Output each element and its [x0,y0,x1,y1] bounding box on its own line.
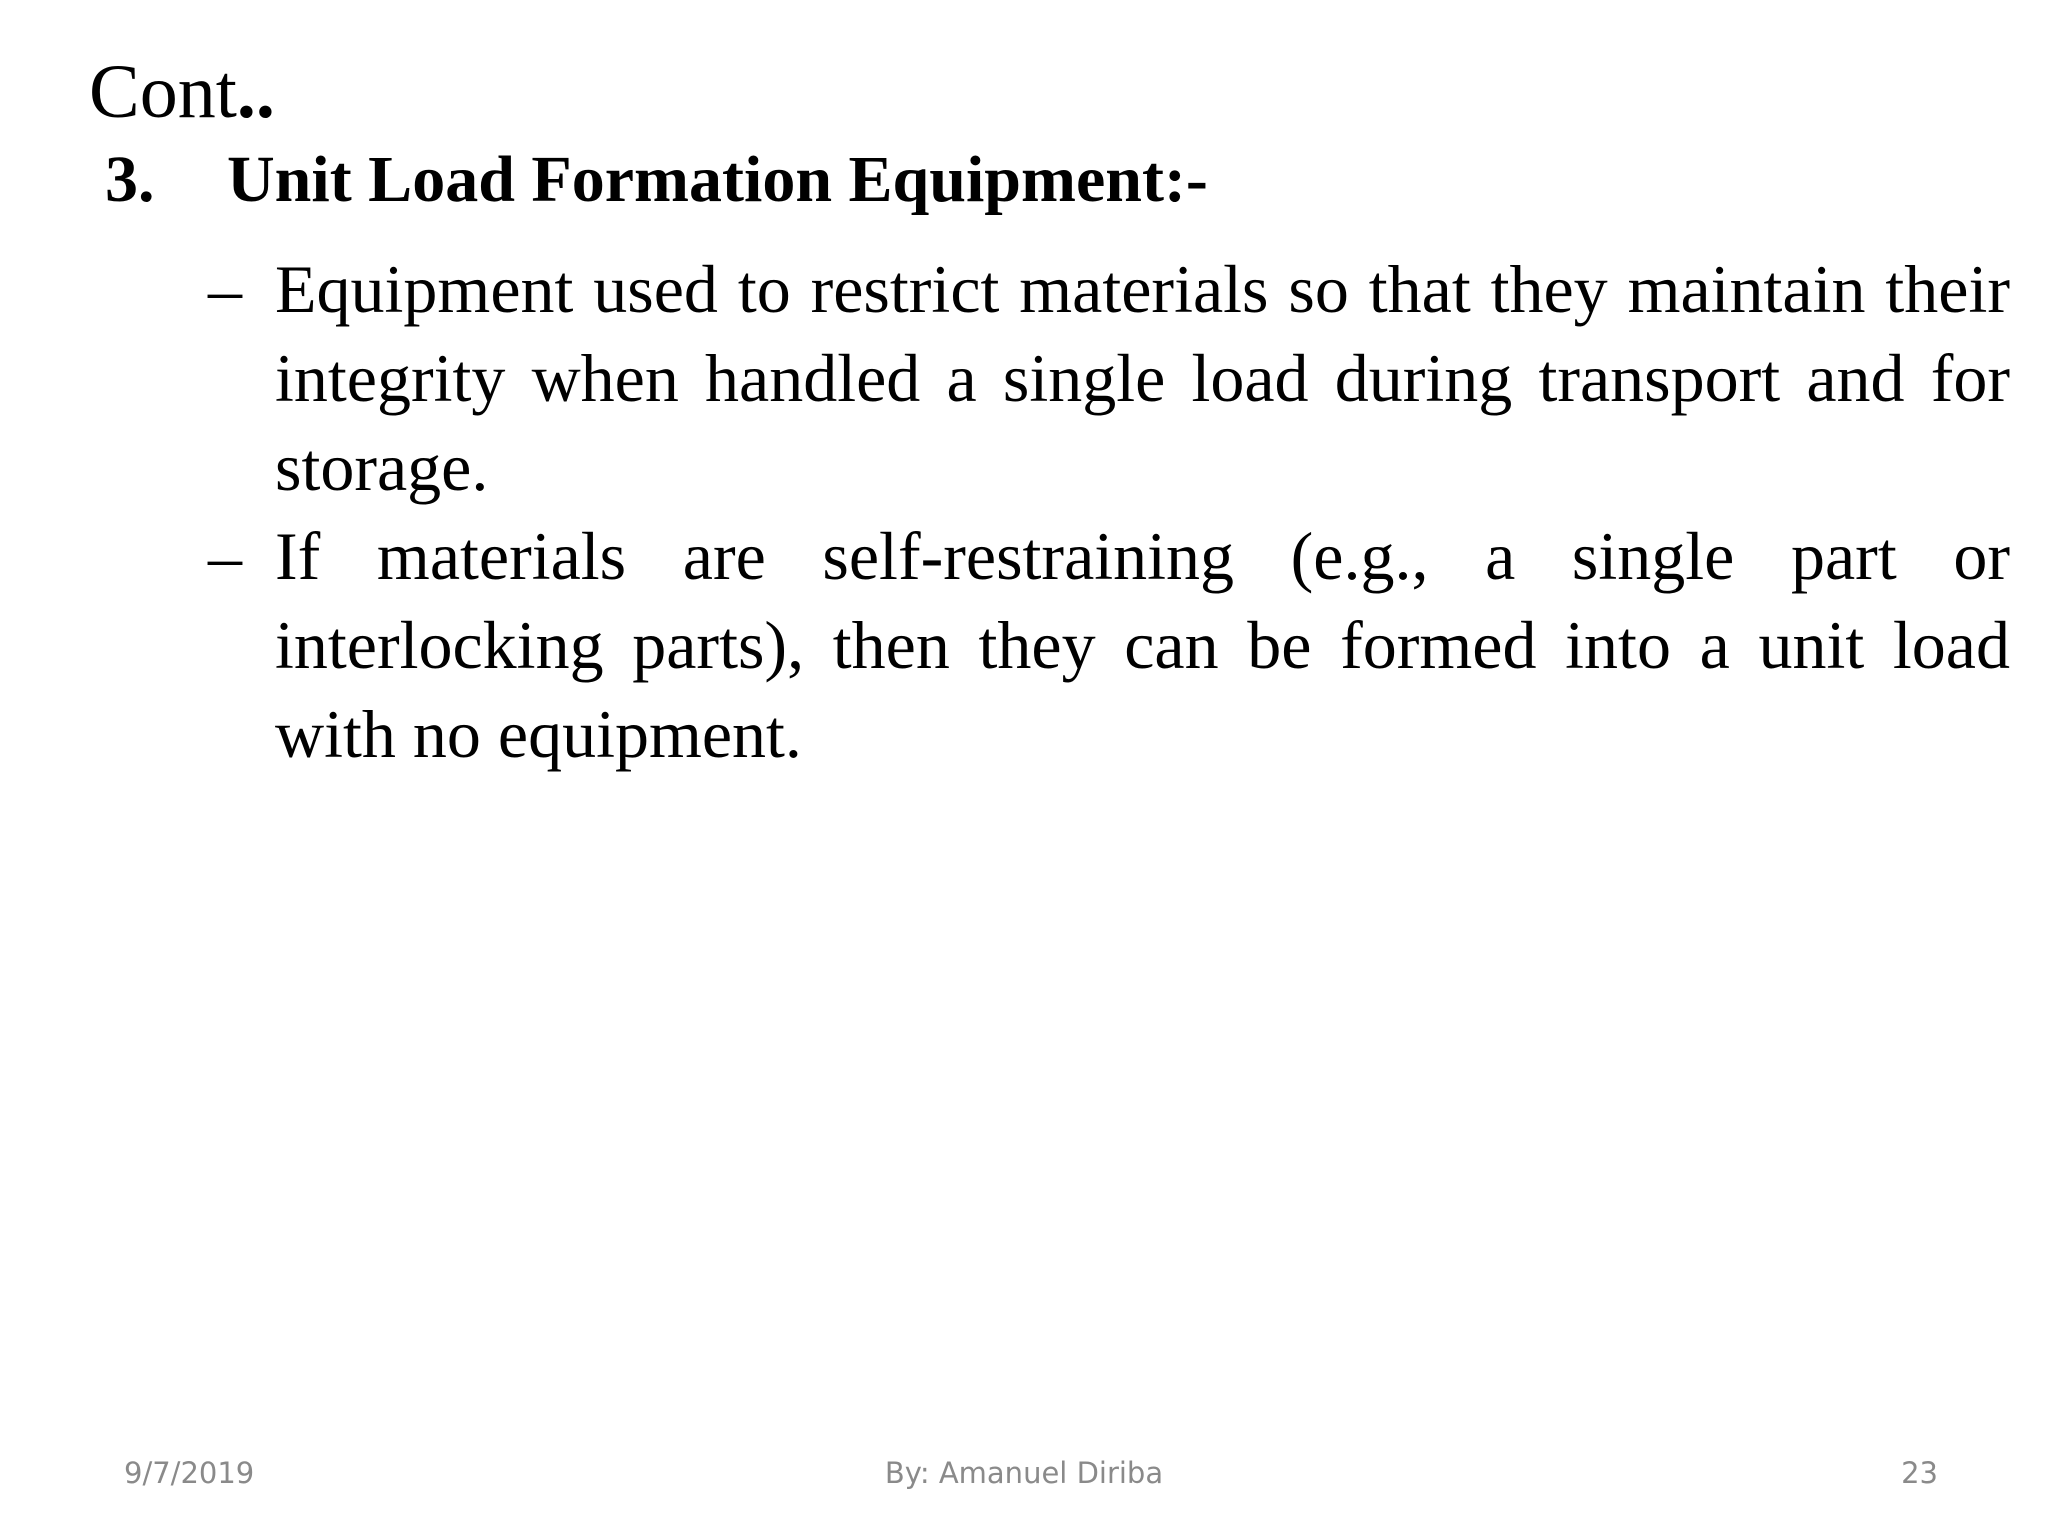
section-number: 3. [105,143,155,216]
bullet-item [208,245,2010,512]
slide-title-text: Cont [89,50,237,134]
slide-title-dots: .. [236,50,275,134]
bullet-dash-marker: – [208,251,242,327]
footer-page-number: 23 [1901,1456,1938,1490]
bullet-dash-marker: – [208,518,242,594]
slide-title [89,52,275,132]
section-heading [105,142,1208,218]
footer-date: 9/7/2019 [124,1456,255,1490]
footer-author: By: Amanuel Diriba [884,1456,1164,1490]
bullet-item [208,512,2010,779]
bullet-list [208,245,2010,779]
section-heading-text: Unit Load Formation Equipment:- [227,143,1208,216]
bullet-text: Equipment used to restrict materials so that they maintain their integrity when handled a single load during transport and for storage. [275,251,2010,505]
bullet-text: If materials are self-restraining (e.g., a single part or interlocking parts), then they can be formed into a unit load with no equipment. [275,518,2010,772]
